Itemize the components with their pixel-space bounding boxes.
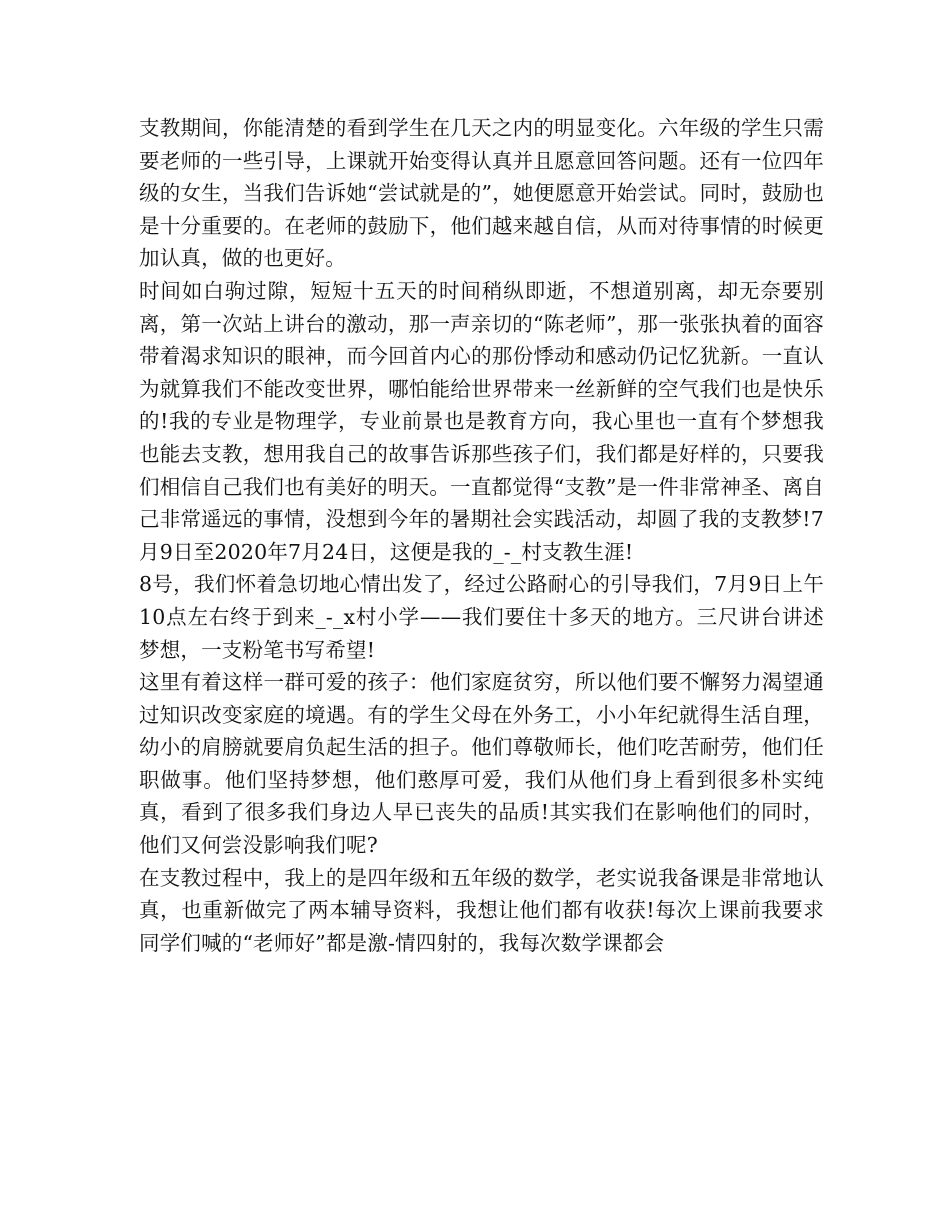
paragraph-2: 时间如白驹过隙，短短十五天的时间稍纵即逝，不想道别离，却无奈要别离，第一次站上讲台的激动，那一声亲切的“陈老师”，那一张张执着的面容带着渴求知识的眼神，而今回首内心的那份悸动和感动仍记忆犹新。一直认为就算我们不能改变世界，哪怕能给世界带来一丝新鲜的空气我们也是快乐的!我的专业是物理学，专业前景也是教育方向，我心里也一直有个梦想我也能去支教，想用我自己的故事告诉那些孩子们，我们都是好样的，只要我们相信自己我们也有美好的明天。一直都觉得“支教”是一件非常神圣、离自己非常遥远的事情，没想到今年的暑期社会实践活动，却圆了我的支教梦!7月9日至2020年7月24日，这便是我的_-_村支教生涯!: [139, 278, 824, 564]
paragraph-1: 支教期间，你能清楚的看到学生在几天之内的明显变化。六年级的学生只需要老师的一些引导，上课就开始变得认真并且愿意回答问题。还有一位四年级的女生，当我们告诉她“尝试就是的”，她便愿意开始尝试。同时，鼓励也是十分重要的。在老师的鼓励下，他们越来越自信，从而对待事情的时候更加认真，做的也更好。: [139, 116, 824, 271]
paragraph-4: 这里有着这样一群可爱的孩子：他们家庭贫穷，所以他们要不懈努力渴望通过知识改变家庭的境遇。有的学生父母在外务工，小小年纪就得生活自理，幼小的肩膀就要肩负起生活的担子。他们尊敬师长，他们吃苦耐劳，他们任职做事。他们坚持梦想，他们憨厚可爱，我们从他们身上看到很多朴实纯真，看到了很多我们身边人早已丧失的品质!其实我们在影响他们的同时，他们又何尝没影响我们呢?: [139, 670, 824, 858]
document-body: [139, 112, 824, 959]
paragraph-5: 在支教过程中，我上的是四年级和五年级的数学，老实说我备课是非常地认真，也重新做完了两本辅导资料，我想让他们都有收获!每次上课前我要求同学们喊的“老师好”都是激-情四射的，我每次数学课都会: [139, 865, 824, 955]
paragraph-3: 8号，我们怀着急切地心情出发了，经过公路耐心的引导我们，7月9日上午10点左右终于到来_-_x村小学——我们要住十多天的地方。三尺讲台讲述梦想，一支粉笔书写希望!: [139, 572, 824, 662]
